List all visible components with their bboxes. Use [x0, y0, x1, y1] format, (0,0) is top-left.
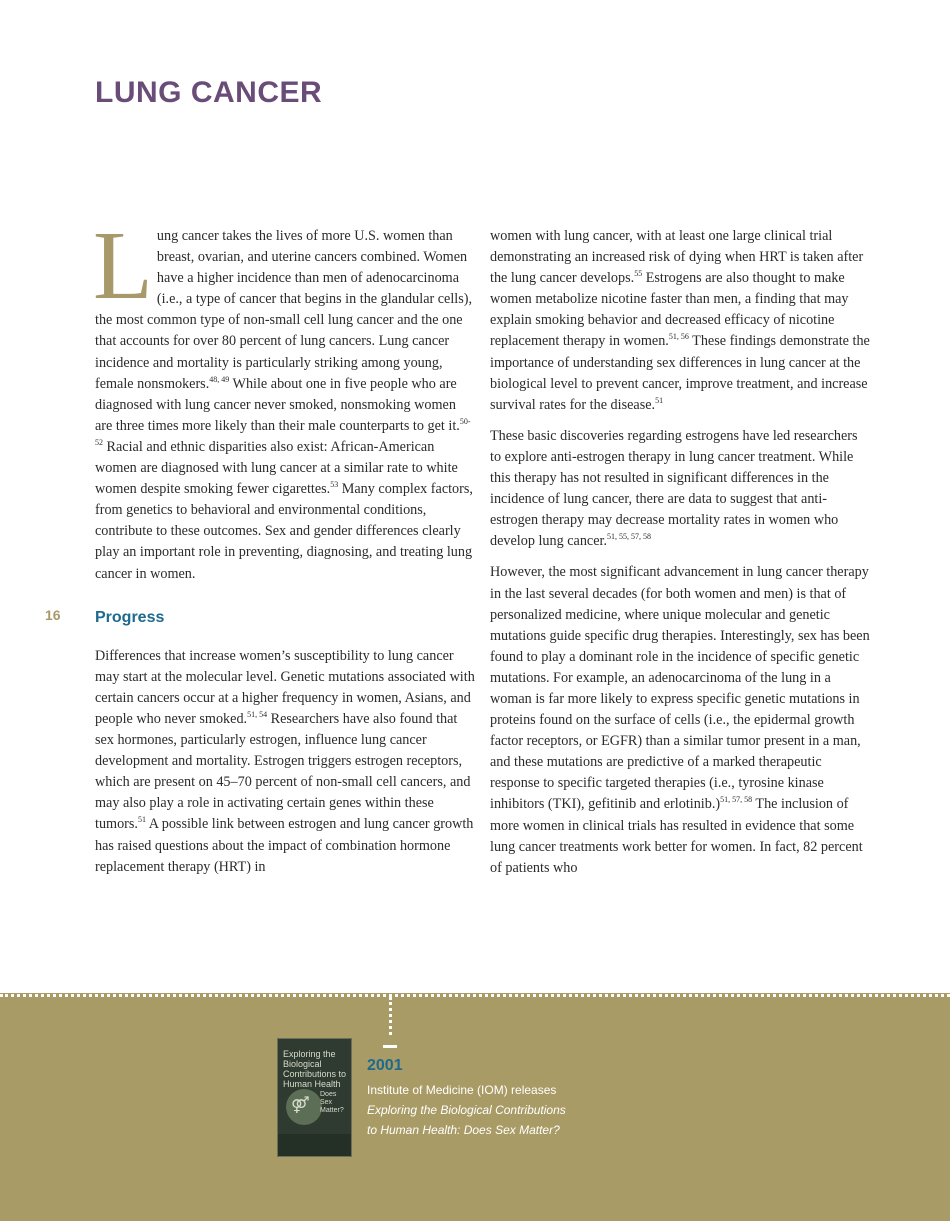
citation: 51, 57, 58	[720, 795, 753, 805]
timeline-event	[367, 1080, 687, 1140]
intro-paragraph: Lung cancer takes the lives of more U.S. women than breast, ovarian, and uterine cancers combined. Women have a higher incidence than men of adenocarcinoma (i.e., a type of cancer that begins in the glandular cells), the most common type of non-small cell lung cancer and the one that accounts for over 80 percent of lung cancers. Lung cancer incidence and mortality is particularly striking among young, female nonsmokers.$^{48, 49}$ While about one in five people who are diagnosed with lung cancer never smoked, nonsmoking women are three times more likely than their male counterparts to get it.$^{50-52}$ Racial and ethnic disparities also exist: African-American women are diagnosed with lung cancer at a similar rate to white women despite smoking fewer cigarettes.$^{53}$ Many complex factors, from genetics to behavioral and environmental conditions, contribute to these outcomes. Sex and gender differences clearly play an important role in preventing, diagnosing, and treating lung cancer in women.	[93, 212, 473, 582]
citation: 55	[634, 269, 643, 279]
book-cover-band	[278, 1134, 351, 1156]
timeline-footer	[0, 993, 950, 1221]
chromosome-icon: ⚤	[291, 1095, 310, 1114]
citation: 53	[330, 480, 339, 490]
drop-cap: L	[93, 212, 153, 320]
publication-title-line: Exploring the Biological Contributions	[367, 1103, 566, 1117]
progress-heading: Progress	[95, 608, 165, 626]
dotted-divider	[0, 994, 950, 1001]
body-paragraph: women with lung cancer, with at least one large clinical trial demonstrating an increased risk of dying when HRT is taken after the lung cancer develops.$^{55}$ Estrogens are also thought to make women metabolize nicotine faster than men, a finding that may explain smoking behavior and decreased efficacy of nicotine replacement therapy in women.$^{51, 56}$ These findings demonstrate the importance of understanding sex differences in lung cancer at the biological level to prevent cancer, improve treatment, and increase survival rates for the disease.$^{51}$	[490, 228, 870, 413]
book-cover-subtitle: Does Sex Matter?	[320, 1091, 344, 1114]
left-column	[93, 212, 475, 888]
publication-title-line: to Human Health: Does Sex Matter?	[367, 1123, 560, 1137]
timeline-year: 2001	[367, 1057, 403, 1074]
citation: 48, 49	[209, 374, 230, 384]
body-paragraph: These basic discoveries regarding estrogens have led researchers to explore anti-estrogen therapy in lung cancer treatment. While this therapy has not resulted in significant differences in the incidence of lung cancer, there are data to suggest that anti-estrogen therapy may decrease mortality rates in women who develop lung cancer.$^{51, 55, 57, 58}$	[490, 427, 858, 550]
timeline-marker	[383, 1045, 397, 1048]
citation: 51	[137, 815, 146, 825]
citation: 51, 56	[668, 332, 689, 342]
timeline-connector	[389, 997, 392, 1035]
body-paragraph: However, the most significant advancement in lung cancer therapy in the last several decades (for both women and men) is that of personalized medicine, where unique molecular and genetic mutations guide specific drug therapies. Interestingly, sex has been found to play a dominant role in the incidence of specific genetic mutations. For example, an adenocarcinoma of the lung in a woman is far more likely to express specific genetic mutations in proteins found on the surface of cells (i.e., the epidermal growth factor receptors, or EGFR) than a similar tumor present in a man, and these mutations are predictive of a marked therapeutic response to specific targeted therapies (i.e., tyrosine kinase inhibitors (TKI), gefitinib and erlotinib.)$^{51, 57, 58}$ The inclusion of more women in clinical trials has resulted in evidence that some lung cancer treatments work better for women. In fact, 82 percent of patients who	[490, 564, 870, 876]
citation: 51, 55, 57, 58	[607, 532, 651, 542]
progress-paragraph: Differences that increase women’s susceptibility to lung cancer may start at the molecular level. Genetic mutations associated with certain cancers occur at a higher frequency in women, Asians, and people who never smoked.$^{51, 54}$ Researchers have also found that sex hormones, particularly estrogen, influence lung cancer development and mortality. Estrogen triggers estrogen receptors, which are present on 45–70 percent of non-small cell cancers, and may also play a role in activating certain genes within these tumors.$^{51}$ A possible link between estrogen and lung cancer growth has raised questions about the impact of combination hormone replacement therapy (HRT) in	[95, 647, 475, 875]
citation: 50-52	[95, 416, 471, 447]
citation: 51, 54	[247, 709, 268, 719]
book-cover-title: Exploring the Biological Contributions to Human Health	[283, 1049, 347, 1089]
citation: 51	[655, 395, 664, 405]
right-column	[490, 226, 870, 889]
page-number: 16	[45, 607, 61, 623]
book-cover-image	[277, 1038, 352, 1157]
timeline-event-line: Institute of Medicine (IOM) releases	[367, 1083, 557, 1097]
page-title: LUNG CANCER	[95, 76, 323, 109]
